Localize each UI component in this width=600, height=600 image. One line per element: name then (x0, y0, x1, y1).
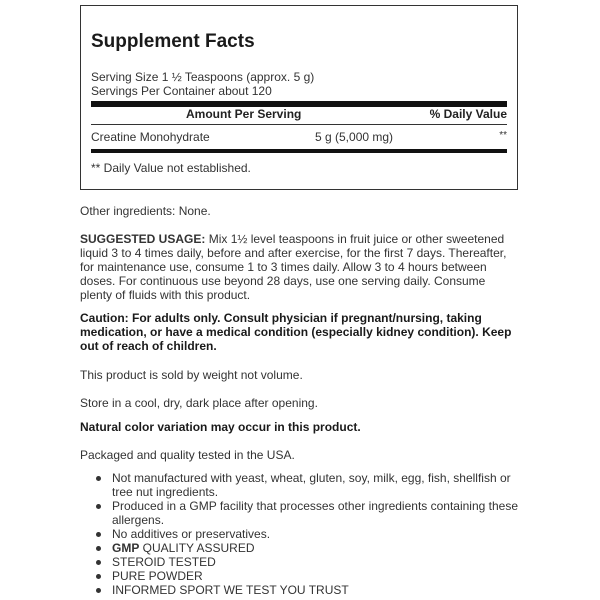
header-daily-value: % Daily Value (429, 107, 507, 121)
bullet-icon (96, 574, 101, 579)
daily-value-footnote: ** Daily Value not established. (91, 161, 251, 175)
ingredient-amount: 5 g (5,000 mg) (315, 130, 394, 144)
bullet-icon (96, 588, 101, 593)
bullet-icon (96, 546, 101, 551)
supplement-facts-panel (80, 5, 518, 190)
ingredient-daily-value: ** (499, 130, 507, 141)
bullet-icon (96, 476, 101, 481)
list-item: GMP QUALITY ASSURED (92, 541, 522, 555)
suggested-usage (80, 232, 520, 302)
bullet-icon (96, 504, 101, 509)
facts-title: Supplement Facts (91, 31, 255, 52)
usage-label: SUGGESTED USAGE: (80, 232, 206, 246)
usage-body: Mix 1½ level teaspoons in fruit juice or other sweetened liquid 3 to 4 times daily, before and after exercise, for the first 7 days. Thereafter, for maintenance use, consume 1 to 3 times daily. Allow 3 to 4 hours between doses. For continuous use beyond 28 days, use one serving daily. Consume plenty of fluids with this product. (80, 232, 507, 302)
bullet-icon (96, 532, 101, 537)
storage-instructions: Store in a cool, dry, dark place after opening. (80, 396, 318, 410)
list-item: No additives or preservatives. (92, 527, 522, 541)
bullet-icon (96, 560, 101, 565)
claims-list (92, 471, 522, 597)
other-ingredients: Other ingredients: None. (80, 204, 211, 218)
color-variation-note: Natural color variation may occur in this product. (80, 420, 361, 434)
thick-divider-bottom (91, 149, 507, 153)
header-amount-per-serving: Amount Per Serving (186, 107, 302, 121)
list-item: Produced in a GMP facility that processes other ingredients containing these allergens. (92, 499, 522, 527)
list-item: PURE POWDER (92, 569, 522, 583)
servings-per-container: Servings Per Container about 120 (91, 84, 272, 98)
sold-by-weight-note: This product is sold by weight not volume. (80, 368, 303, 382)
thin-divider (91, 124, 507, 125)
caution-warning: Caution: For adults only. Consult physician if pregnant/nursing, taking medication, or have a medical condition (especially kidney condition). Keep out of reach of children. (80, 311, 512, 353)
list-item: Not manufactured with yeast, wheat, gluten, soy, milk, egg, fish, shellfish or tree nut ingredients. (92, 471, 522, 499)
list-item: INFORMED SPORT WE TEST YOU TRUST (92, 583, 522, 597)
ingredient-name: Creatine Monohydrate (91, 130, 210, 144)
list-item: STEROID TESTED (92, 555, 522, 569)
serving-size: Serving Size 1 ½ Teaspoons (approx. 5 g) (91, 70, 315, 84)
packaged-note: Packaged and quality tested in the USA. (80, 448, 295, 462)
